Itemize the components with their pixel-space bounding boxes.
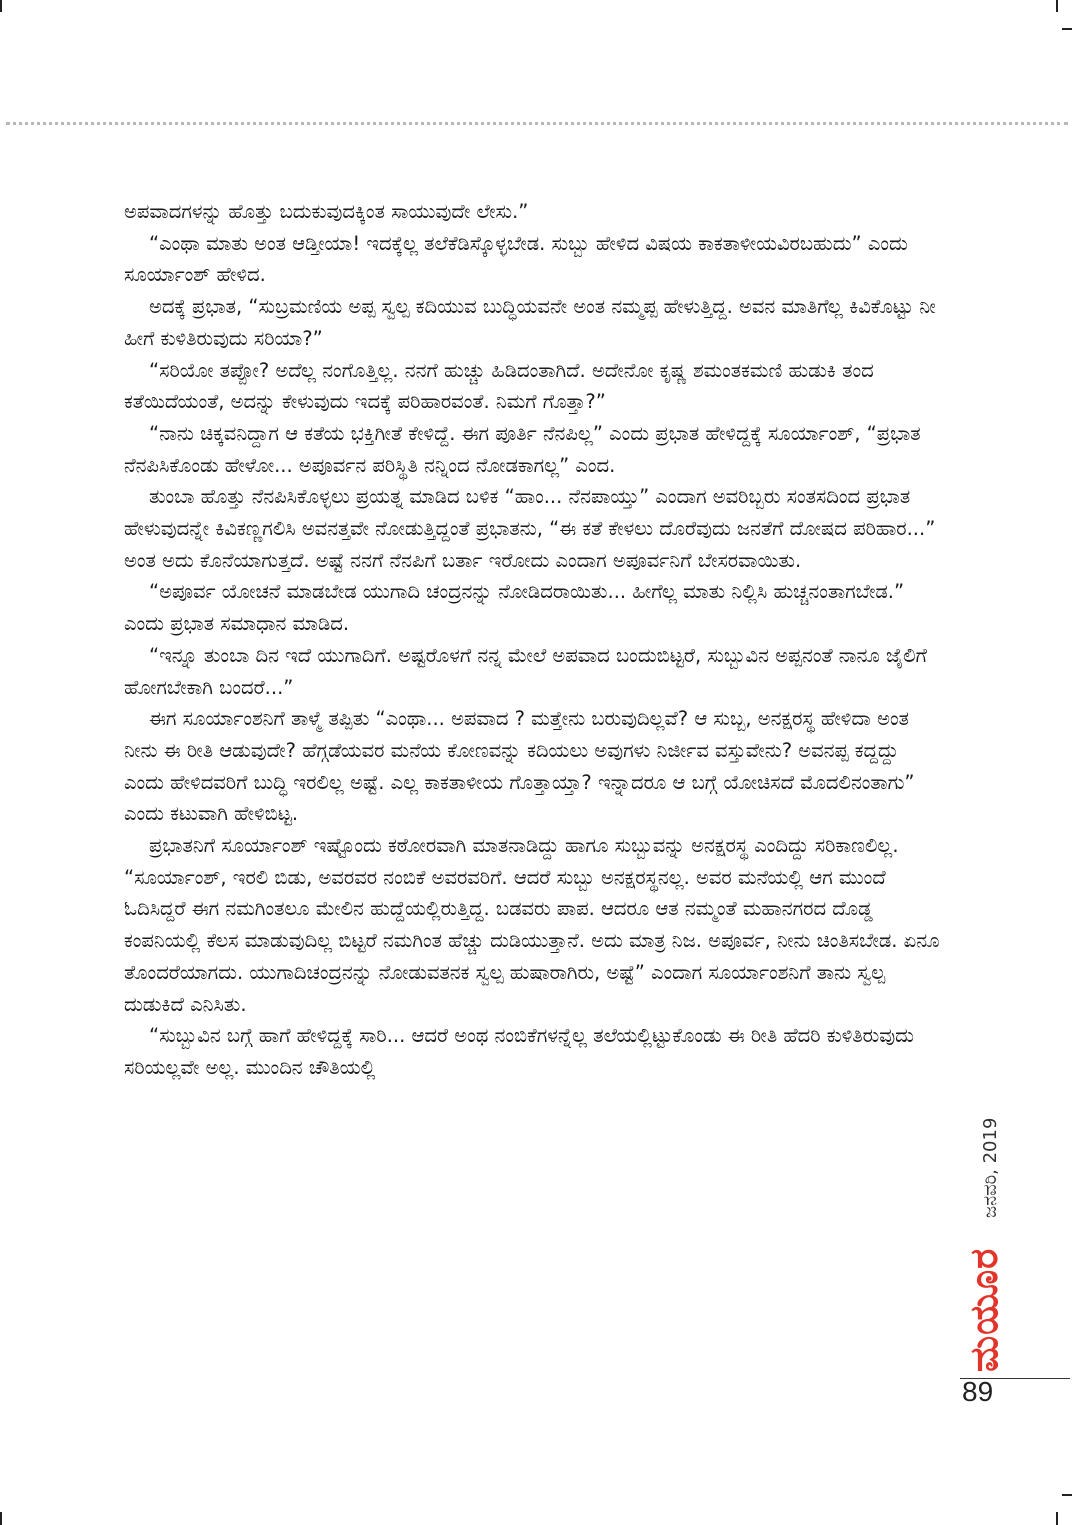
article-paragraph: “ಸುಬ್ಬುವಿನ ಬಗ್ಗೆ ಹಾಗೆ ಹೇಳಿದ್ದಕ್ಕೆ ಸಾರಿ... ಆದರೆ ಅಂಥ ನಂಬಿಕೆಗಳನ್ನೆಲ್ಲ ತಲೆಯಲ್ಲಿಟ್ಟುಕೊಂಡು ಈ ರೀತಿ ಹೆದರಿ ಕುಳಿತಿರುವುದು ಸರಿಯಲ್ಲವೇ ಅಲ್ಲ. ಮುಂದಿನ ಚೌತಿಯಲ್ಲಿ (124, 1024, 914, 1079)
issue-date: ಜನವರಿ, 2019 (980, 1117, 1001, 1218)
article-paragraph: ತುಂಬಾ ಹೊತ್ತು ನೆನಪಿಸಿಕೊಳ್ಳಲು ಪ್ರಯತ್ನ ಮಾಡಿದ ಬಳಿಕ “ಹಾಂ... ನೆನಪಾಯ್ತು” ಎಂದಾಗ ಅವರಿಬ್ಬರು ಸಂತಸದಿಂದ ಪ್ರಭಾತ ಹೇಳುವುದನ್ನೇ ಕಿವಿಕಣ್ಣಗಲಿಸಿ ಅವನತ್ತವೇ ನೋಡುತ್ತಿದ್ದಂತೆ ಪ್ರಭಾತನು, “ಈ ಕತೆ ಕೇಳಲು ದೊರೆವುದು ಜನತೆಗೆ ದೋಷದ ಪರಿಹಾರ...” ಅಂತ ಅದು ಕೊನೆಯಾಗುತ್ತದೆ. ಅಷ್ಟೆ ನನಗೆ ನೆನಪಿಗೆ ಬರ್ತಾ ಇರೋದು ಎಂದಾಗ ಅಪೂರ್ವನಿಗೆ ಬೇಸರವಾಯಿತು. (124, 485, 936, 572)
crop-mark-bottom-left (0, 1512, 2, 1525)
article-paragraph: “ಇನ್ನೂ ತುಂಬಾ ದಿನ ಇದೆ ಯುಗಾದಿಗೆ. ಅಷ್ಟರೊಳಗೆ ನನ್ನ ಮೇಲೆ ಅಪವಾದ ಬಂದುಬಿಟ್ಟರೆ, ಸುಬ್ಬುವಿನ ಅಪ್ಪನಂತೆ ನಾನೂ ಜೈಲಿಗೆ ಹೋಗಬೇಕಾಗಿ ಬಂದರೆ...” (124, 643, 927, 699)
article-paragraph: ಅಪವಾದಗಳನ್ನು ಹೊತ್ತು ಬದುಕುವುದಕ್ಕಿಂತ ಸಾಯುವುದೇ ಲೇಸು.” (124, 200, 529, 223)
magazine-logo: ಮಯೂರ (962, 1247, 1006, 1372)
crop-mark-top-left (0, 0, 2, 12)
crop-mark-right-upper (1062, 28, 1072, 30)
article-paragraph: ಪ್ರಭಾತನಿಗೆ ಸೂರ್ಯಾಂಶ್ ಇಷ್ಟೊಂದು ಕಠೋರವಾಗಿ ಮಾತನಾಡಿದ್ದು ಹಾಗೂ ಸುಬ್ಬುವನ್ನು ಅನಕ್ಷರಸ್ಥ ಎಂದಿದ್ದು ಸರಿಕಾಣಲಿಲ್ಲ. “ಸೂರ್ಯಾಂಶ್, ಇರಲಿ ಬಿಡು, ಅವರವರ ನಂಬಿಕೆ ಅವರವರಿಗೆ. ಆದರೆ ಸುಬ್ಬು ಅನಕ್ಷರಸ್ಥನಲ್ಲ. ಅವರ ಮನೆಯಲ್ಲಿ ಆಗ ಮುಂದೆ ಓದಿಸಿದ್ದರೆ ಈಗ ನಮಗಿಂತಲೂ ಮೇಲಿನ ಹುದ್ದೆಯಲ್ಲಿರುತ್ತಿದ್ದ. ಬಡವರು ಪಾಪ. ಆದರೂ ಆತ ನಮ್ಮಂತೆ ಮಹಾನಗರದ ದೊಡ್ಡ ಕಂಪನಿಯಲ್ಲಿ ಕೆಲಸ ಮಾಡುವುದಿಲ್ಲ ಬಿಟ್ಟರೆ ನಮಗಿಂತ ಹೆಚ್ಚು ದುಡಿಯುತ್ತಾನೆ. ಅದು ಮಾತ್ರ ನಿಜ. ಅಪೂರ್ವ, ನೀನು ಚಿಂತಿಸಬೇಡ. ಏನೂ ತೊಂದರೆಯಾಗದು. ಯುಗಾದಿಚಂದ್ರನನ್ನು ನೋಡುವತನಕ ಸ್ವಲ್ಪ ಹುಷಾರಾಗಿರು, ಅಷ್ಟೆ” ಎಂದಾಗ ಸೂರ್ಯಾಂಶನಿಗೆ ತಾನು ಸ್ವಲ್ಪ ದುಡುಕಿದೆ ಎನಿಸಿತು. (124, 834, 940, 1016)
side-masthead (960, 1076, 1008, 1376)
article-paragraph: “ಎಂಥಾ ಮಾತು ಅಂತ ಆಡ್ತೀಯಾ! ಇದಕ್ಕೆಲ್ಲ ತಲೆಕೆಡಿಸ್ಕೊಳ್ಳಬೇಡ. ಸುಬ್ಬು ಹೇಳಿದ ವಿಷಯ ಕಾಕತಾಳೀಯವಿರಬಹುದು” ಎಂದು ಸೂರ್ಯಾಂಶ್ ಹೇಳಿದ. (124, 231, 908, 287)
header-dotted-divider (6, 122, 1068, 125)
crop-mark-right-lower (1062, 1494, 1072, 1496)
page-number: 89 (962, 1376, 994, 1407)
article-paragraph: “ಅಪೂರ್ವ ಯೋಚನೆ ಮಾಡಬೇಡ ಯುಗಾದಿ ಚಂದ್ರನನ್ನು ನೋಡಿದರಾಯಿತು... ಹೀಗೆಲ್ಲ ಮಾತು ನಿಲ್ಲಿಸಿ ಹುಚ್ಚನಂತಾಗಬೇಡ.” ಎಂದು ಪ್ರಭಾತ ಸಮಾಧಾನ ಮಾಡಿದ. (124, 580, 905, 636)
article-paragraph: “ನಾನು ಚಿಕ್ಕವನಿದ್ದಾಗ ಆ ಕತೆಯ ಭಕ್ತಿಗೀತೆ ಕೇಳಿದ್ದೆ. ಈಗ ಪೂರ್ತಿ ನೆನಪಿಲ್ಲ” ಎಂದು ಪ್ರಭಾತ ಹೇಳಿದ್ದಕ್ಕೆ ಸೂರ್ಯಾಂಶ್, “ಪ್ರಭಾತ ನೆನಪಿಸಿಕೊಂಡು ಹೇಳೋ... ಅಪೂರ್ವನ ಪರಿಸ್ಥಿತಿ ನನ್ನಿಂದ ನೋಡಕಾಗಲ್ಲ” ಎಂದ. (124, 421, 921, 477)
article-paragraph: ಈಗ ಸೂರ್ಯಾಂಶನಿಗೆ ತಾಳ್ಮೆ ತಪ್ಪಿತು “ಎಂಥಾ... ಅಪವಾದ ? ಮತ್ತೇನು ಬರುವುದಿಲ್ಲವೆ? ಆ ಸುಬ್ಬ, ಅನಕ್ಷರಸ್ಥ ಹೇಳಿದಾ ಅಂತ ನೀನು ಈ ರೀತಿ ಆಡುವುದೇ? ಹೆಗ್ಗಡೆಯವರ ಮನೆಯ ಕೋಣವನ್ನು ಕದಿಯಲು ಅವುಗಳು ನಿರ್ಜೀವ ವಸ್ತುವೇನು? ಅವನಪ್ಪ ಕದ್ದದ್ದು ಎಂದು ಹೇಳಿದವರಿಗೆ ಬುದ್ಧಿ ಇರಲಿಲ್ಲ ಅಷ್ಟೆ. ಎಲ್ಲ ಕಾಕತಾಳೀಯ ಗೊತ್ತಾಯ್ತಾ? ಇನ್ನಾದರೂ ಆ ಬಗ್ಗೆ ಯೋಚಿಸದೆ ಮೊದಲಿನಂತಾಗು” ಎಂದು ಕಟುವಾಗಿ ಹೇಳಿಬಿಟ್ಟ. (124, 707, 915, 826)
article-paragraph: ಅದಕ್ಕೆ ಪ್ರಭಾತ, “ಸುಬ್ರಮಣಿಯ ಅಪ್ಪ ಸ್ವಲ್ಪ ಕದಿಯುವ ಬುದ್ಧಿಯವನೇ ಅಂತ ನಮ್ಮಪ್ಪ ಹೇಳುತ್ತಿದ್ದ. ಅವನ ಮಾತಿಗೆಲ್ಲ ಕಿವಿಕೊಟ್ಟು ನೀ ಹೀಗೆ ಕುಳಿತಿರುವುದು ಸರಿಯಾ?” (124, 295, 936, 350)
crop-mark-bottom-right (1056, 1512, 1058, 1525)
article-paragraph: “ಸರಿಯೋ ತಪ್ಪೋ? ಅದೆಲ್ಲ ನಂಗೊತ್ತಿಲ್ಲ. ನನಗೆ ಹುಚ್ಚು ಹಿಡಿದಂತಾಗಿದೆ. ಅದೇನೋ ಕೃಷ್ಣ ಶಮಂತಕಮಣಿ ಹುಡುಕಿ ತಂದ ಕತೆಯಿದೆಯಂತೆ, ಅದನ್ನು ಕೇಳುವುದು ಇದಕ್ಕೆ ಪರಿಹಾರವಂತೆ. ನಿಮಗೆ ಗೊತ್ತಾ?” (124, 358, 874, 414)
article-body (124, 196, 944, 1084)
crop-mark-top-right (1056, 0, 1058, 12)
